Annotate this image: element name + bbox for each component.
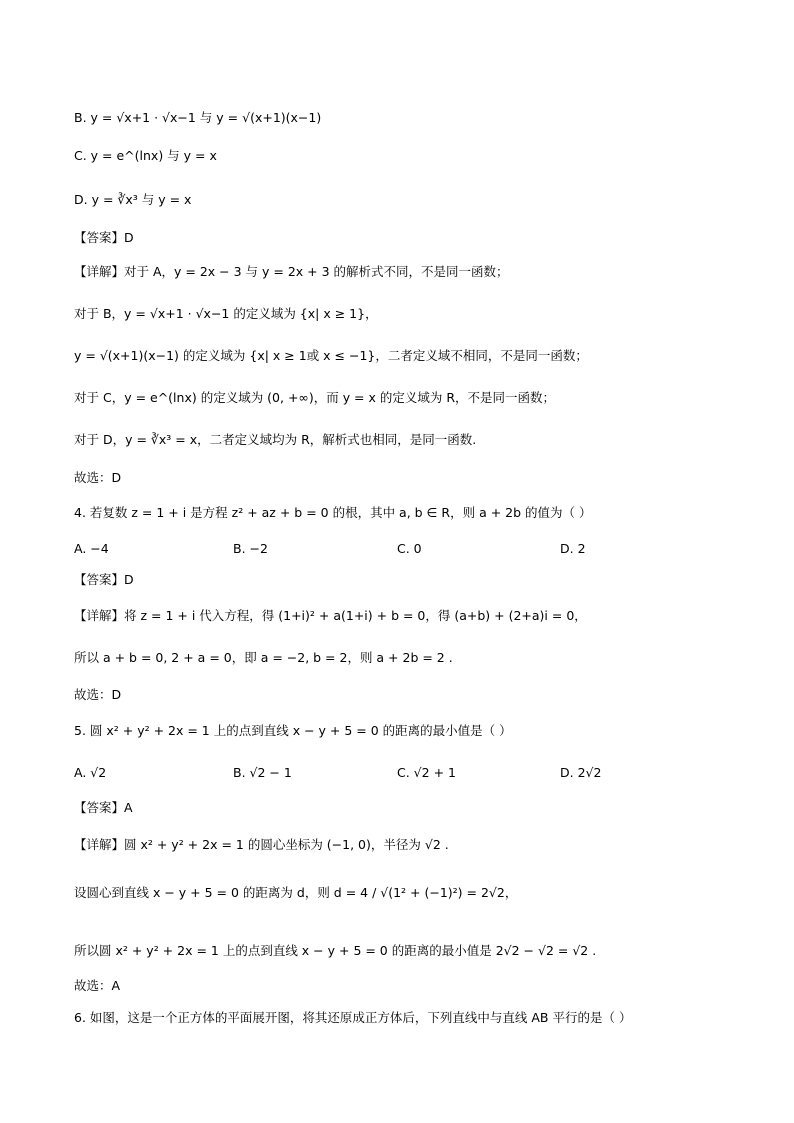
option-b: B. √2 − 1 [233,765,292,780]
question-6: 6. 如图，这是一个正方体的平面展开图，将其还原成正方体后，下列直线中与直线 AB 平行的是（ ） [74,1010,632,1025]
question-5: 5. 圆 x² + y² + 2x = 1 上的点到直线 x − y + 5 = 0 的距离的最小值是（ ） [74,723,512,738]
selection-label: 故选：A [74,978,121,993]
option-a: A. −4 [74,541,109,556]
question-5-options [74,763,714,783]
selection-label: 故选：D [74,687,122,702]
option-a: A. √2 [74,765,107,780]
option-b: B. y = √x+1 · √x−1 与 y = √(x+1)(x−1) [74,110,322,125]
question-4-options [74,539,714,559]
detail-line: 【详解】对于 A，y = 2x − 3 与 y = 2x + 3 的解析式不同，不是同一函数； [74,264,509,279]
option-d: D. y = ∛x³ 与 y = x [74,192,192,207]
detail-line: 所以 a + b = 0, 2 + a = 0，即 a = −2, b = 2，则 a + 2b = 2 . [74,650,453,665]
answer-label: 【答案】D [74,230,134,245]
detail-line: 对于 B，y = √x+1 · √x−1 的定义域为 {x| x ≥ 1}， [74,306,378,321]
option-d: D. 2 [560,541,586,556]
answer-label: 【答案】D [74,572,134,587]
detail-line: 对于 D，y = ∛x³ = x，二者定义域均为 R，解析式也相同，是同一函数. [74,432,477,447]
detail-line: 【详解】圆 x² + y² + 2x = 1 的圆心坐标为 (−1, 0)，半径为 √2 . [74,837,449,852]
option-c: C. √2 + 1 [397,765,456,780]
option-c: C. y = e^(lnx) 与 y = x [74,148,217,163]
option-d: D. 2√2 [560,765,602,780]
detail-line: 【详解】将 z = 1 + i 代入方程，得 (1+i)² + a(1+i) + b = 0，得 (a+b) + (2+a)i = 0， [74,608,587,623]
detail-line: 设圆心到直线 x − y + 5 = 0 的距离为 d，则 d = 4 / √(1² + (−1)²) = 2√2， [74,885,518,900]
detail-line: 所以圆 x² + y² + 2x = 1 上的点到直线 x − y + 5 = 0 的距离的最小值是 2√2 − √2 = √2 . [74,943,597,958]
selection-label: 故选：D [74,470,122,485]
option-b: B. −2 [233,541,268,556]
question-4: 4. 若复数 z = 1 + i 是方程 z² + az + b = 0 的根，其中 a, b ∈ R，则 a + 2b 的值为（ ） [74,505,592,520]
answer-label: 【答案】A [74,800,133,815]
option-c: C. 0 [397,541,422,556]
detail-line: 对于 C，y = e^(lnx) 的定义域为 (0, +∞)，而 y = x 的定义域为 R，不是同一函数； [74,390,556,405]
detail-line: y = √(x+1)(x−1) 的定义域为 {x| x ≥ 1或 x ≤ −1}，二者定义域不相同，不是同一函数； [74,348,588,363]
